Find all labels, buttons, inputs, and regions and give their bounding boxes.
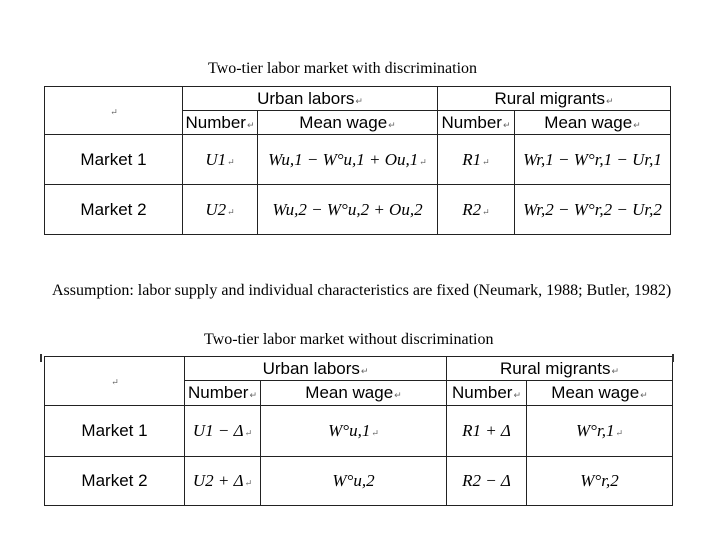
rural-wage-cell: W°r,1 ↵ [527, 406, 673, 457]
table-row [45, 457, 673, 506]
urban-number-cell: U1 − Δ ↵ [185, 406, 261, 457]
urban-wage-cell: Wu,2 − W°u,2 + Ou,2 [258, 185, 438, 235]
urban-number-cell: U1 ↵ [183, 135, 258, 185]
table-row [45, 135, 671, 185]
urban-wage-cell: Wu,1 − W°u,1 + Ou,1 ↵ [258, 135, 438, 185]
rural-number-header: Number ↵ [438, 111, 515, 135]
rural-number-header: Number ↵ [447, 381, 527, 406]
no-discrimination-table [44, 356, 673, 506]
table-corner-mark [672, 354, 674, 362]
urban-number-cell: U2 + Δ ↵ [185, 457, 261, 506]
rural-mean-wage-header: Mean wage ↵ [515, 111, 671, 135]
discrimination-table [44, 86, 671, 235]
urban-wage-cell: W°u,2 [261, 457, 447, 506]
urban-labors-header: Urban labors ↵ [183, 87, 438, 111]
corner-cell [45, 87, 183, 135]
row-label-market-1: Market 1 [45, 135, 183, 185]
rural-number-cell: R1 ↵ [438, 135, 515, 185]
urban-mean-wage-header: Mean wage ↵ [258, 111, 438, 135]
rural-wage-cell: W°r,2 [527, 457, 673, 506]
rural-wage-cell: Wr,2 − W°r,2 − Ur,2 [515, 185, 671, 235]
rural-number-cell: R2 ↵ [438, 185, 515, 235]
row-label-market-2: Market 2 [45, 457, 185, 506]
urban-mean-wage-header: Mean wage ↵ [261, 381, 447, 406]
urban-number-header: Number ↵ [183, 111, 258, 135]
urban-wage-cell: W°u,1 ↵ [261, 406, 447, 457]
rural-migrants-header: Rural migrants ↵ [447, 357, 673, 381]
table-corner-mark [40, 354, 42, 362]
urban-number-header: Number ↵ [185, 381, 261, 406]
table-row [45, 185, 671, 235]
table1-title: Two-tier labor market with discrimination [208, 60, 478, 77]
urban-labors-header: Urban labors ↵ [185, 357, 447, 381]
rural-mean-wage-header: Mean wage ↵ [527, 381, 673, 406]
rural-number-cell: R1 + Δ [447, 406, 527, 457]
rural-number-cell: R2 − Δ [447, 457, 527, 506]
table2-title: Two-tier labor market without discrimination [204, 331, 494, 348]
row-label-market-1: Market 1 [45, 406, 185, 457]
table-row [45, 406, 673, 457]
urban-number-cell: U2 ↵ [183, 185, 258, 235]
rural-migrants-header: Rural migrants ↵ [438, 87, 671, 111]
rural-wage-cell: Wr,1 − W°r,1 − Ur,1 [515, 135, 671, 185]
row-label-market-2: Market 2 [45, 185, 183, 235]
corner-cell [45, 357, 185, 406]
assumption-text: Assumption: labor supply and individual characteristics are fixed (Neumark, 1988; Butler, 1982) [52, 282, 672, 299]
